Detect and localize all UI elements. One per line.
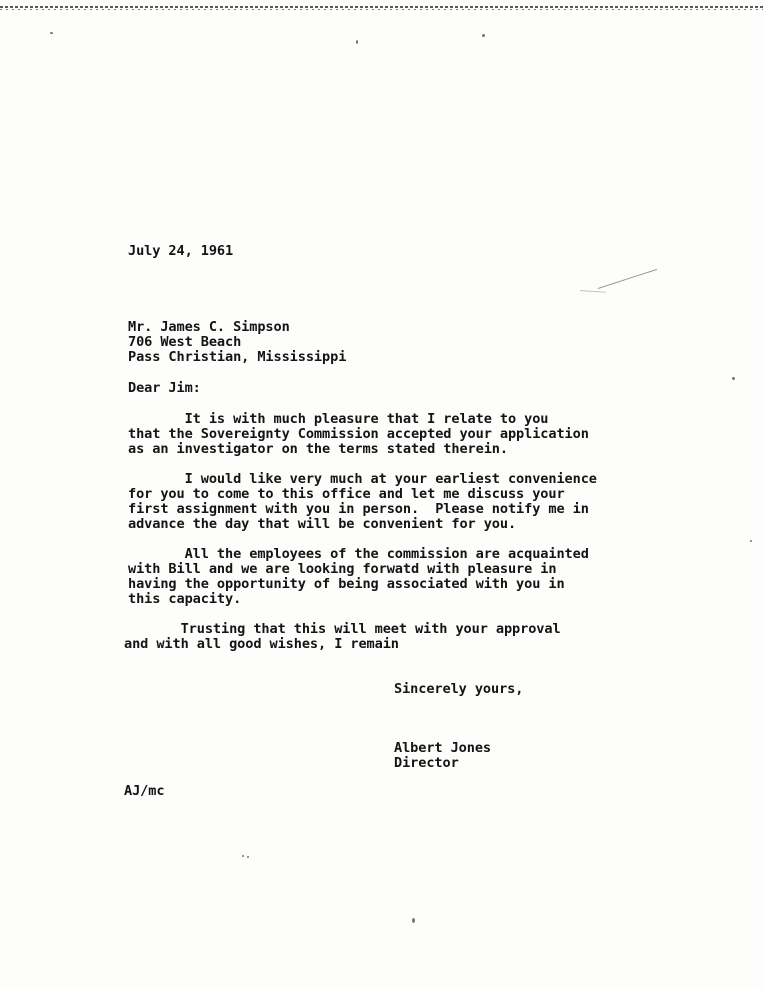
scan-speck — [242, 855, 244, 857]
recipient-city: Pass Christian, Mississippi — [128, 349, 347, 365]
paragraph-3-line: All the employees of the commission are acquainted — [128, 546, 589, 562]
paragraph-2-line: I would like very much at your earliest convenience — [128, 471, 597, 487]
scan-speck — [247, 856, 249, 858]
paragraph-3-line: this capacity. — [128, 591, 242, 607]
paragraph-2-line: for you to come to this office and let me discuss your — [128, 486, 565, 502]
paragraph-4-line: Trusting that this will meet with your approval — [124, 621, 561, 637]
paragraph-4-line: and with all good wishes, I remain — [124, 636, 399, 652]
pencil-mark — [598, 269, 657, 289]
scan-speck — [750, 540, 752, 542]
paragraph-2-line: first assignment with you in person. Please notify me in — [128, 501, 589, 517]
reference-initials: AJ/mc — [124, 783, 165, 799]
closing: Sincerely yours, — [394, 681, 524, 697]
salutation: Dear Jim: — [128, 380, 201, 396]
paragraph-2-line: advance the day that will be convenient for you. — [128, 516, 517, 532]
letter-date: July 24, 1961 — [128, 243, 234, 259]
paragraph-3-line: with Bill and we are looking forwatd with pleasure in — [128, 561, 557, 577]
paragraph-1-line: It is with much pleasure that I relate to you — [128, 411, 549, 427]
recipient-street: 706 West Beach — [128, 334, 242, 350]
signer-name: Albert Jones — [394, 740, 492, 756]
scan-speck — [732, 377, 735, 380]
paragraph-3-line: having the opportunity of being associated with you in — [128, 576, 565, 592]
scan-speck — [50, 32, 53, 34]
paragraph-1-line: that the Sovereignty Commission accepted your application — [128, 426, 589, 442]
scan-speck — [482, 34, 485, 37]
pencil-mark — [580, 290, 606, 293]
recipient-name: Mr. James C. Simpson — [128, 319, 290, 335]
paragraph-1-line: as an investigator on the terms stated therein. — [128, 441, 508, 457]
torn-top-edge — [0, 0, 763, 14]
signer-title: Director — [394, 755, 459, 771]
scan-speck — [412, 918, 415, 923]
scan-speck — [356, 40, 358, 44]
